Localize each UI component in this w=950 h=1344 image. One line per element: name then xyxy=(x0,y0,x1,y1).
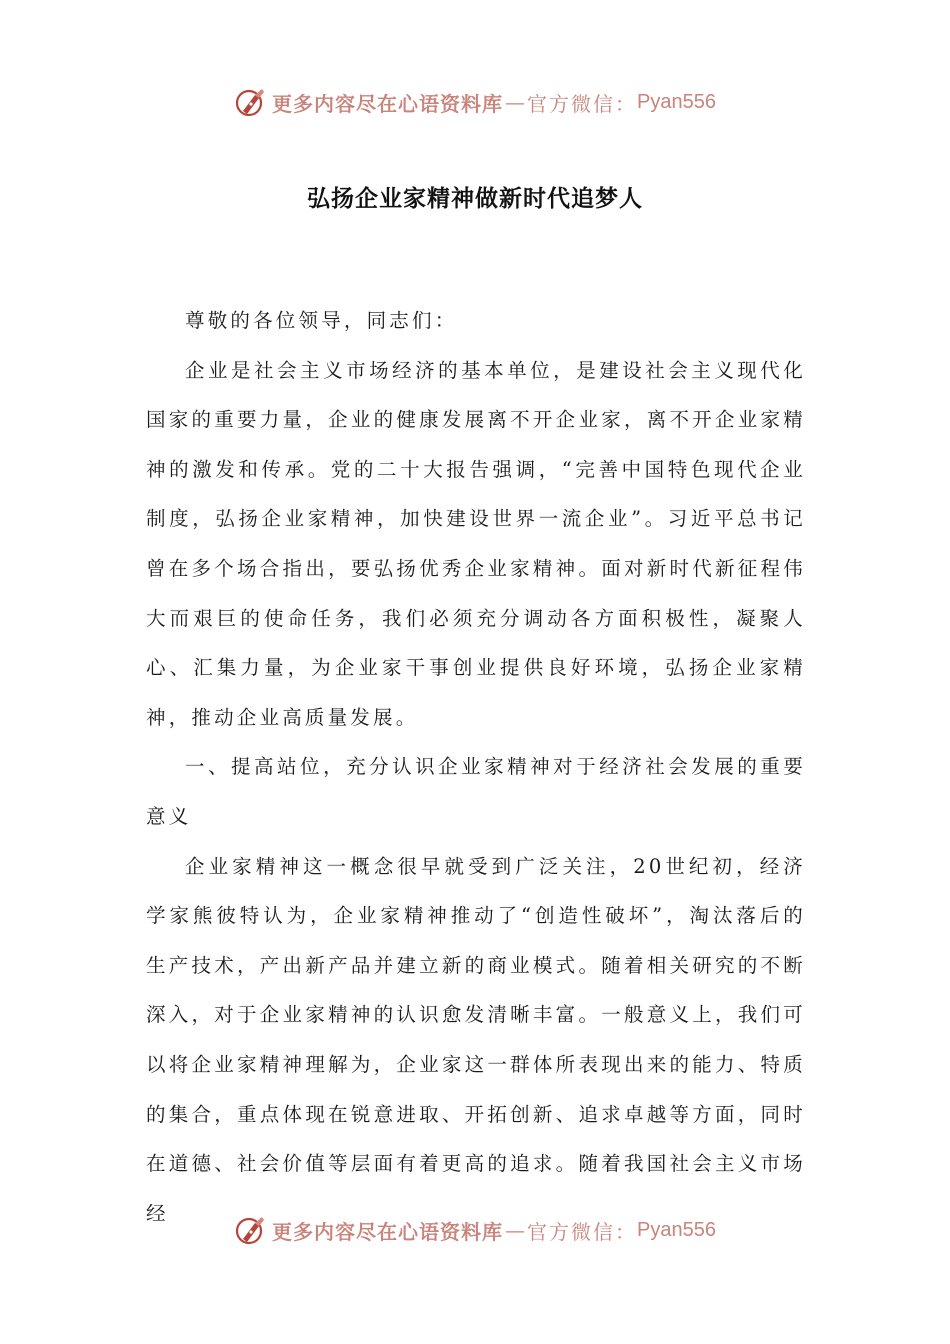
section-heading: 一、提高站位，充分认识企业家精神对于经济社会发展的重要意义 xyxy=(146,755,806,828)
banner-official-label: 官方微信： xyxy=(527,1219,638,1244)
footer-banner xyxy=(0,1210,950,1250)
pen-nib-logo-icon xyxy=(234,85,268,119)
document-title: 弘扬企业家精神做新时代追梦人 xyxy=(307,186,643,212)
document-body xyxy=(146,296,806,1238)
banner-official-label: 官方微信： xyxy=(527,91,638,116)
banner-brand-text: 更多内容尽在心语资料库 xyxy=(272,1219,504,1244)
banner-brand-text: 更多内容尽在心语资料库 xyxy=(272,91,504,116)
banner-dash: — xyxy=(505,1218,526,1242)
banner-wechat-id: Pyan556 xyxy=(637,1218,716,1241)
body-paragraph: 企业家精神这一概念很早就受到广泛关注，20世纪初，经济学家熊彼特认为，企业家精神推动了“创造性破坏”，淘汰落后的生产技术，产出新产品并建立新的商业模式。随着相关研究的不断深入，对于企业家精神的认识愈发清晰丰富。一般意义上，我们可以将企业家精神理解为，企业家这一群体所表现出来的能力、特质的集合，重点体现在锐意进取、开拓创新、追求卓越等方面，同时在道德、社会价值等层面有着更高的追求。随着我国社会主义市场经 xyxy=(146,854,806,1225)
header-banner xyxy=(0,82,950,122)
body-paragraph: 企业是社会主义市场经济的基本单位，是建设社会主义现代化国家的重要力量，企业的健康发展离不开企业家，离不开企业家精神的激发和传承。党的二十大报告强调，“完善中国特色现代企业制度，弘扬企业家精神，加快建设世界一流企业”。习近平总书记曾在多个场合指出，要弘扬优秀企业家精神。面对新时代新征程伟大而艰巨的使命任务，我们必须充分调动各方面积极性，凝聚人心、汇集力量，为企业家干事创业提供良好环境，弘扬企业家精神，推动企业高质量发展。 xyxy=(146,358,806,729)
pen-nib-logo-icon xyxy=(234,1213,268,1247)
salutation-paragraph: 尊敬的各位领导，同志们： xyxy=(185,309,458,332)
banner-dash: — xyxy=(505,90,526,114)
banner-wechat-id: Pyan556 xyxy=(637,90,716,113)
